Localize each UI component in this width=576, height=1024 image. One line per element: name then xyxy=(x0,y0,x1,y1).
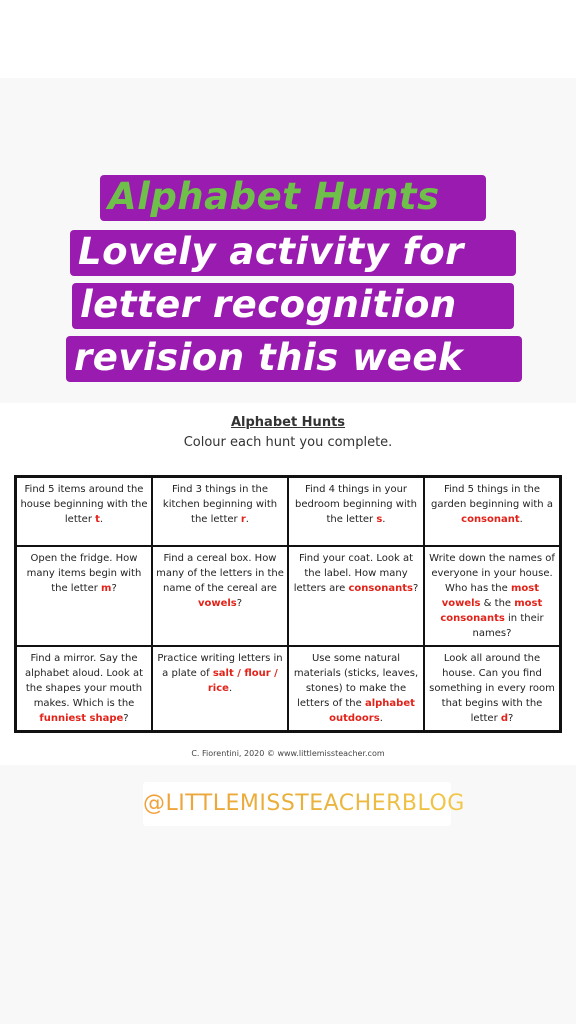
hunt-cell xyxy=(288,646,424,731)
hunt-cell xyxy=(16,546,152,646)
hunt-highlight-text: r xyxy=(240,514,246,525)
hunt-highlight-text: d xyxy=(500,713,509,724)
hunt-highlight-text: salt / flour / rice xyxy=(207,668,278,694)
hunt-cell xyxy=(424,546,560,646)
hunt-text: ? xyxy=(236,598,243,609)
caption-line-3: revision this week xyxy=(66,336,522,382)
hunt-highlight-text: most consonants xyxy=(440,598,543,624)
handle-text: @LITTLEMISSTEACHERBLOG xyxy=(143,791,465,816)
hunt-text: . xyxy=(379,713,383,724)
hunt-text: Open the fridge. How many items begin with the letter xyxy=(26,553,142,594)
hunt-highlight-text: vowels xyxy=(197,598,237,609)
hunt-cell xyxy=(288,546,424,646)
hunt-grid xyxy=(14,475,562,733)
hunt-cell xyxy=(288,477,424,546)
hunt-cell xyxy=(152,646,288,731)
hunt-text: Look all around the house. Can you find something in every room that begins with the letter xyxy=(429,653,555,724)
hunt-text: . xyxy=(519,514,523,525)
instagram-handle-sticker[interactable] xyxy=(143,782,465,826)
hunt-highlight-text: consonant xyxy=(461,514,520,525)
top-band xyxy=(0,0,576,78)
hunt-text: Find 5 things in the garden beginning with a xyxy=(431,484,553,510)
hunt-text: Use some natural materials (sticks, leaves, stones) to make the letters of the xyxy=(293,653,419,709)
caption-title: Alphabet Hunts xyxy=(100,175,486,221)
hunt-highlight-text: s xyxy=(376,514,383,525)
hunt-text: & the xyxy=(480,598,515,609)
hunt-text: Find a mirror. Say the alphabet aloud. Look at the shapes your mouth makes. Which is the xyxy=(24,653,144,709)
hunt-highlight-text: m xyxy=(101,583,112,594)
hunt-text: . xyxy=(245,514,249,525)
hunt-text: Find 4 things in your bedroom beginning with the letter xyxy=(294,484,418,525)
hunt-text: in their names? xyxy=(472,613,544,639)
hunt-text: Find a cereal box. How many of the letters in the name of the cereal are xyxy=(156,553,284,594)
hunt-text: Find 3 things in the kitchen beginning with the letter xyxy=(162,484,278,525)
hunt-highlight-text: t xyxy=(95,514,100,525)
worksheet-title: Alphabet Hunts xyxy=(230,415,346,430)
hunt-text: . xyxy=(228,683,233,694)
hunt-cell xyxy=(424,646,560,731)
hunt-cell xyxy=(16,646,152,731)
hunt-cell xyxy=(16,477,152,546)
hunt-text: Write down the names of everyone in your house. Who has the xyxy=(429,553,555,594)
hunt-text: ? xyxy=(508,713,514,724)
worksheet-subtitle: Colour each hunt you complete. xyxy=(183,435,393,450)
hunt-text: Find 5 items around the house beginning with the letter xyxy=(20,484,148,525)
hunt-text: ? xyxy=(123,713,129,724)
hunt-text: ? xyxy=(111,583,117,594)
hunt-text: . xyxy=(99,514,104,525)
worksheet-image xyxy=(0,403,576,765)
hunt-cell xyxy=(424,477,560,546)
hunt-highlight-text: most vowels xyxy=(441,583,539,609)
hunt-highlight-text: alphabet outdoors xyxy=(329,698,415,724)
hunt-text: . xyxy=(382,514,386,525)
hunt-highlight-text: consonants xyxy=(348,583,413,594)
caption-line-2: letter recognition xyxy=(72,283,514,329)
hunt-cell xyxy=(152,546,288,646)
hunt-highlight-text: funniest shape xyxy=(39,713,124,724)
caption-line-1: Lovely activity for xyxy=(70,230,516,276)
hunt-text: Find your coat. Look at the label. How many letters are xyxy=(293,553,413,594)
hunt-text: Practice writing letters in a plate of xyxy=(157,653,283,679)
hunt-cell xyxy=(152,477,288,546)
hunt-text: ? xyxy=(412,583,419,594)
worksheet-footer: C. Fiorentini, 2020 © www.littlemissteacher.com xyxy=(191,749,385,758)
